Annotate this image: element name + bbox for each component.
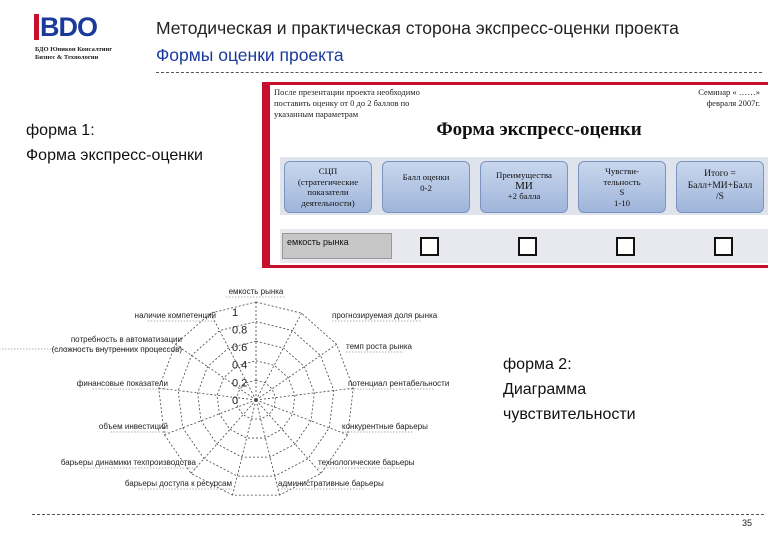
checkbox-sensitivity[interactable]: [616, 237, 635, 256]
radar-tick-label: 0.2: [232, 377, 248, 390]
logo-mark: [34, 14, 104, 40]
card-advantages-line3: +2 балла: [507, 191, 541, 201]
card-score-line2: 0-2: [420, 182, 432, 193]
radar-axis-label: емкость рынка: [228, 287, 284, 296]
card-total-line2: Балл+МИ+Балл: [687, 180, 753, 191]
checkbox-score[interactable]: [420, 237, 439, 256]
radar-axis-label: конкурентные барьеры: [342, 422, 428, 431]
sensitivity-radar-chart: [0, 282, 480, 496]
scan-form-title: Форма экспресс-оценки: [436, 119, 642, 140]
form2-label: форма 2:: [503, 356, 572, 373]
card-scp-line3: показатели: [307, 187, 349, 197]
card-total-line3: /S: [716, 192, 724, 202]
scan-instructions-line1: После презентации проекта необходимо: [274, 87, 420, 97]
form1-caption: [26, 118, 203, 168]
checkbox-total[interactable]: [714, 237, 733, 256]
card-sensitivity-line4: 1-10: [613, 197, 631, 208]
row-label: емкость рынка: [282, 233, 392, 259]
radar-tick-label: 1: [232, 306, 239, 319]
logo-subtitle: [35, 46, 112, 62]
criteria-cards: [280, 157, 768, 215]
radar-tick-label: 0: [232, 395, 239, 407]
scan-instructions: [274, 87, 454, 120]
radar-axis-label: наличие компетенций: [134, 311, 216, 320]
card-total-line1: Итого =: [704, 169, 736, 179]
radar-axis-label: барьеры динамики техпроизводства: [60, 458, 196, 467]
radar-spoke: [233, 400, 256, 495]
radar-tick-label: 0.6: [232, 342, 248, 355]
radar-tick-label: 0.4: [232, 359, 248, 372]
scan-instructions-line2: поставить оценку от 0 до 2 баллов по: [274, 98, 410, 108]
logo-red-bar: [34, 14, 39, 40]
slide-subtitle: Формы оценки проекта: [156, 45, 344, 65]
card-scp: [284, 161, 372, 213]
form2-title-line1: Диаграмма: [503, 381, 587, 398]
express-form-panel: [262, 82, 768, 268]
radar-axis-label: административные барьеры: [278, 479, 384, 488]
card-sensitivity-line2: тельность: [603, 176, 641, 187]
radar-axis-label: технологические барьеры: [318, 458, 415, 467]
card-scp-line4: деятельности): [301, 197, 355, 208]
card-scp-line1: СЦП: [318, 166, 338, 176]
radar-spoke: [164, 400, 256, 435]
scan-seminar-line2: февраля 2007г.: [706, 98, 760, 108]
radar-axis-label: барьеры доступа к ресурсам: [124, 479, 232, 488]
radar-spoke: [256, 313, 302, 400]
card-sensitivity-line1: Чувстви-: [605, 166, 639, 176]
page-number: 35: [742, 518, 753, 528]
logo-subtitle-line1: БДО Юникон Консалтинг: [35, 46, 113, 53]
radar-spoke: [191, 400, 256, 473]
card-score: [382, 161, 470, 213]
radar-axis-label: потребность в автоматизации (сложность внутренних процессов): [51, 335, 182, 354]
form2-title-line2: чувствительности: [503, 406, 636, 423]
express-form-scan: [270, 85, 768, 265]
radar-axis-label: темп роста рынка: [346, 342, 412, 351]
card-advantages: [480, 161, 568, 213]
radar-axis-label: объем инвестиций: [98, 422, 168, 431]
radar-spoke: [256, 400, 279, 495]
card-scp-line2: (стратегические: [297, 176, 359, 187]
scan-instructions-line3: указанным параметрам: [274, 109, 359, 119]
form1-label: форма 1:: [26, 122, 95, 139]
radar-spoke: [256, 400, 348, 435]
scoring-row: [280, 229, 768, 263]
form1-title: Форма экспресс-оценки: [26, 147, 203, 164]
card-advantages-line1: Преимущества: [496, 170, 552, 180]
card-sensitivity-line3: S: [619, 187, 625, 197]
scan-seminar-line1: Семинар « ……»: [698, 87, 760, 97]
radar-axis-label: финансовые показатели: [76, 379, 168, 388]
card-score-line1: Балл оценки: [402, 172, 450, 182]
card-total: [676, 161, 764, 213]
header-divider: [156, 72, 762, 73]
card-sensitivity: [578, 161, 666, 213]
card-advantages-line2: МИ: [515, 179, 533, 192]
logo-subtitle-line2: Бизнес & Технологии: [35, 54, 99, 61]
radar-spoke: [256, 400, 321, 473]
logo-brand: BDO: [40, 12, 97, 42]
slide-title: Методическая и практическая сторона экспресс-оценки проекта: [156, 18, 679, 38]
radar-axis-label: прогнозируемая доля рынка: [332, 311, 438, 320]
checkbox-advantages[interactable]: [518, 237, 537, 256]
footer-divider: [32, 514, 764, 515]
radar-tick-label: 0.8: [232, 324, 248, 337]
scan-seminar-note: [698, 87, 760, 109]
radar-axis-label: потенциал рентабельности: [348, 379, 450, 388]
form2-caption: [503, 352, 636, 427]
